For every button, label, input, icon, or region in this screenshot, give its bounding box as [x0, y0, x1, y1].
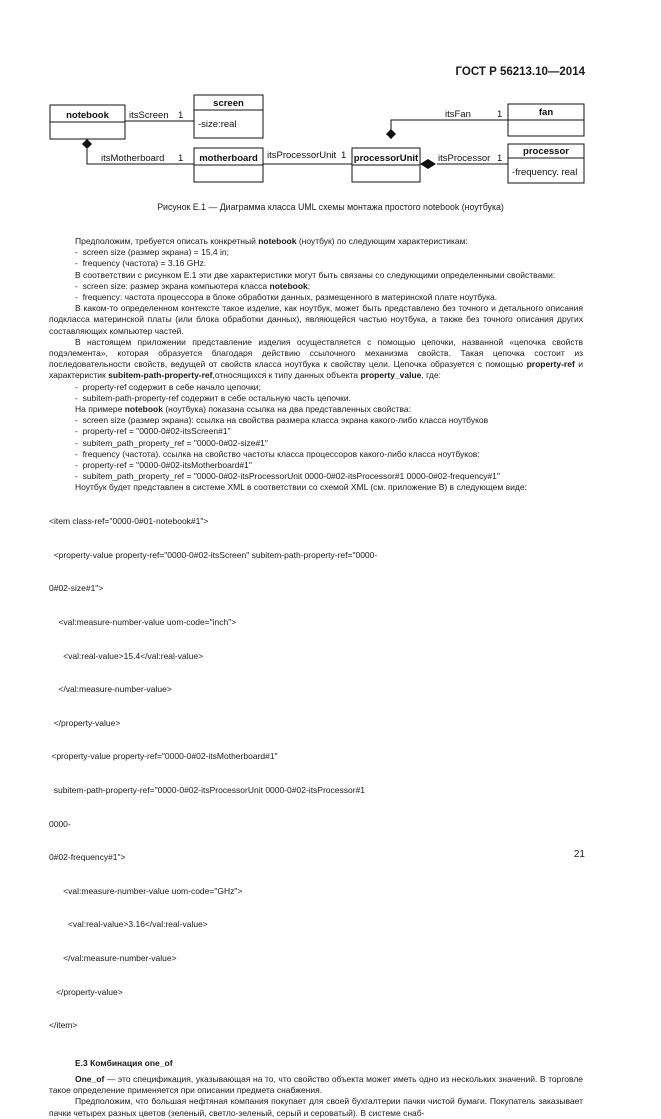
- paragraph: One_of — это спецификация, указывающая на то, что свойство объекта может иметь одно из нескольких значений. В торговле такое определение применяется при описании предмета снабжения.: [49, 1074, 583, 1096]
- fan-class-name: fan: [538, 107, 554, 118]
- standard-header: ГОСТ Р 56213.10—2014: [455, 66, 585, 78]
- xml-code-block: [49, 494, 583, 1054]
- list-item: - property-ref = "0000-0#02-itsMotherboard#1": [49, 460, 583, 471]
- code-line: <val:real-value>15.4</val:real-value>: [49, 650, 204, 661]
- code-line: <item class-ref="0000-0#01-notebook#1">: [49, 516, 209, 527]
- notebook-class-name: notebook: [66, 110, 109, 121]
- list-item: - subitem_path_property_ref = "0000-0#02-size#1": [49, 438, 583, 449]
- itsMotherboard-multiplicity: 1: [178, 153, 184, 164]
- itsProcessor-multiplicity: 1: [497, 153, 503, 164]
- processorUnit-class-name: processorUnit: [353, 153, 419, 164]
- notebook-aggregation-diamond: [82, 139, 92, 149]
- list-item: - frequency: частота процессора в блоке обработки данных, размещенного в материнской плате ноутбука.: [49, 292, 583, 303]
- motherboard-class-name: motherboard: [199, 153, 258, 164]
- code-line: </property-value>: [49, 986, 123, 997]
- itsScreen-label: itsScreen: [129, 110, 169, 121]
- list-item: - screen size (размер экрана): ссылка на свойства размера класса экрана какого-либо класса ноутбуков: [49, 415, 583, 426]
- screen-attribute: -size:real: [198, 119, 237, 130]
- paragraph: В соответствии с рисунком Е.1 эти две характеристики могут быть связаны со следующими определенными свойствами:: [75, 269, 556, 280]
- code-line: </val:measure-number-value>: [49, 953, 177, 963]
- list-item: - property-ref = "0000-0#02-itsScreen#1": [49, 426, 583, 437]
- list-item: - subitem_path_property_ref = "0000-0#02-itsProcessorUnit 0000-0#02-itsProcessor#1 0000-0#02-frequency#1": [49, 471, 583, 482]
- itsFan-multiplicity: 1: [497, 109, 503, 120]
- paragraph: Предположим, требуется описать конкретный notebook (ноутбук) по следующим характеристикам:: [75, 236, 468, 246]
- processorUnit-top-diamond: [386, 129, 396, 139]
- itsFan-link: [391, 120, 508, 139]
- paragraph: В настоящем приложении представление изделия осуществляется с помощью цепочки, названной «цепочка свойств подэлемента», которая образуется благодаря действию ссылочного механизма свойств. Такая цепочка состоит из последовательности свойств, ведущей от свойств класса ноутбука к свойству цели. Цепочка образуется с помощью property-ref и характеристик subitem-path-property-ref,относящихся к типу данных объекта property_value, где:: [49, 336, 583, 381]
- list-item: - subitem-path-property-ref содержит в себе остальную часть цепочки.: [49, 393, 583, 404]
- paragraph: Предположим, что большая нефтяная компания покупает для своей бухгалтерии пачки чистой бумаги. Покупатель заказывает пачки четырех разных цветов (зеленый, светло-зеленый, серый и сероватый). В системе снаб-: [49, 1096, 583, 1118]
- code-line: <val:real-value>3.16</val:real-value>: [49, 919, 208, 930]
- paragraph: Ноутбук будет представлен в системе XML в соответствии со схемой XML (см. приложение В) в следующем виде:: [75, 482, 527, 493]
- uml-class-diagram: [0, 0, 661, 200]
- body-text: [49, 236, 583, 1119]
- code-line: 0#02-frequency#1">: [49, 852, 126, 863]
- itsProcessorUnit-label: itsProcessorUnit: [267, 150, 337, 161]
- code-line: <val:measure-number-value uom-code="GHz">: [49, 885, 243, 896]
- code-line: </item>: [49, 1020, 78, 1031]
- itsProcessorUnit-multiplicity: 1: [341, 150, 347, 161]
- list-item: - screen size: размер экрана компьютера класса notebook;: [49, 281, 583, 292]
- list-item: - frequency (частота). ссылка на свойство частоты класса процессоров какого-либо класса ноутбуков:: [49, 449, 583, 460]
- list-item: - screen size (размер экрана) = 15,4 in;: [49, 247, 583, 258]
- paragraph: В каком-то определенном контексте такое изделие, как ноутбук, может быть представлено без точного и детального описания подкласса материнской платы (или блока обработки данных), являющейся частью ноутбука, а также без точного описания других составляющих компьютер частей.: [49, 303, 583, 336]
- code-line: 0#02-size#1">: [49, 583, 104, 594]
- list-item: - frequency (частота) = 3.16 GHz.: [49, 258, 583, 269]
- code-line: <property-value property-ref="0000-0#02-itsScreen" subitem-path-property-ref="0000-: [49, 549, 378, 560]
- screen-class-name: screen: [213, 98, 244, 109]
- itsScreen-multiplicity: 1: [178, 110, 184, 121]
- code-line: </property-value>: [49, 717, 121, 728]
- processor-attribute: -frequency. real: [512, 167, 578, 178]
- figure-caption: Рисунок Е.1 — Диаграмма класса UML схемы монтажа простого notebook (ноутбука): [157, 202, 504, 212]
- list-item: - property-ref содержит в себе начало цепочки;: [49, 382, 583, 393]
- paragraph: На примере notebook (ноутбука) показана ссылка на два представленных свойства:: [75, 404, 411, 415]
- section-heading: Е.3 Комбинация one_of: [75, 1057, 173, 1068]
- page-number: 21: [573, 849, 585, 860]
- code-line: 0000-: [49, 818, 71, 829]
- code-line: <property-value property-ref="0000-0#02-itsMotherboard#1": [49, 751, 278, 762]
- itsMotherboard-label: itsMotherboard: [101, 153, 165, 164]
- code-line: </val:measure-number-value>: [49, 684, 172, 695]
- processor-class-name: processor: [523, 146, 569, 157]
- processorUnit-side-diamond: [420, 159, 436, 169]
- code-line: subitem-path-property-ref="0000-0#02-itsProcessorUnit 0000-0#02-itsProcessor#1: [49, 784, 366, 795]
- code-line: <val:measure-number-value uom-code="inch">: [49, 616, 237, 627]
- itsFan-label: itsFan: [445, 109, 471, 120]
- itsProcessor-label: itsProcessor: [438, 153, 491, 164]
